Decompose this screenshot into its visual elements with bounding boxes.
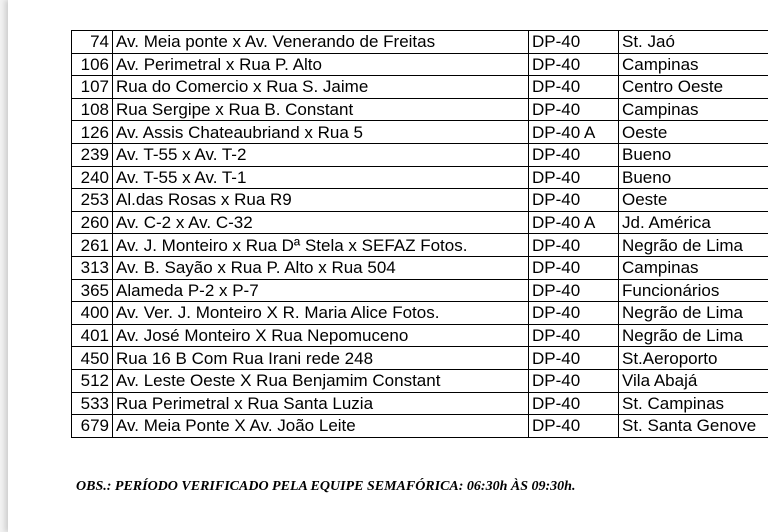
row-number-cell: 260 <box>72 211 113 234</box>
row-number-cell: 365 <box>72 279 113 302</box>
table-row <box>72 121 768 144</box>
type-cell: DP-40 <box>529 369 619 392</box>
location-cell: Av. José Monteiro X Rua Nepomuceno <box>113 324 529 347</box>
type-cell: DP-40 <box>529 143 619 166</box>
table-row <box>72 234 768 257</box>
row-number-cell: 240 <box>72 166 113 189</box>
type-cell: DP-40 <box>529 53 619 76</box>
document-page <box>8 0 768 532</box>
location-cell: Rua Sergipe x Rua B. Constant <box>113 98 529 121</box>
type-cell: DP-40 <box>529 76 619 99</box>
sector-cell: Centro Oeste <box>619 76 768 99</box>
sector-cell: Campinas <box>619 53 768 76</box>
sector-cell: Negrão de Lima <box>619 234 768 257</box>
row-number-cell: 679 <box>72 415 113 438</box>
table-row <box>72 392 768 415</box>
row-number-cell: 106 <box>72 53 113 76</box>
row-number-cell: 313 <box>72 256 113 279</box>
sector-cell: Jd. América <box>619 211 768 234</box>
type-cell: DP-40 <box>529 166 619 189</box>
type-cell: DP-40 <box>529 392 619 415</box>
row-number-cell: 107 <box>72 76 113 99</box>
location-cell: Alameda P-2 x P-7 <box>113 279 529 302</box>
type-cell: DP-40 <box>529 347 619 370</box>
row-number-cell: 400 <box>72 302 113 325</box>
table-row <box>72 256 768 279</box>
row-number-cell: 533 <box>72 392 113 415</box>
sector-cell: Bueno <box>619 166 768 189</box>
location-cell: Av. Meia Ponte X Av. João Leite <box>113 415 529 438</box>
type-cell: DP-40 A <box>529 211 619 234</box>
table-row <box>72 166 768 189</box>
row-number-cell: 126 <box>72 121 113 144</box>
sector-cell: Negrão de Lima <box>619 324 768 347</box>
location-cell: Rua do Comercio x Rua S. Jaime <box>113 76 529 99</box>
row-number-cell: 512 <box>72 369 113 392</box>
location-cell: Av. C-2 x Av. C-32 <box>113 211 529 234</box>
table-row <box>72 279 768 302</box>
location-cell: Av. Ver. J. Monteiro X R. Maria Alice Fotos. <box>113 302 529 325</box>
type-cell: DP-40 <box>529 98 619 121</box>
sector-cell: Bueno <box>619 143 768 166</box>
locations-table <box>71 30 768 438</box>
row-number-cell: 253 <box>72 189 113 212</box>
table-row <box>72 31 768 54</box>
sector-cell: Negrão de Lima <box>619 302 768 325</box>
row-number-cell: 401 <box>72 324 113 347</box>
row-number-cell: 74 <box>72 31 113 54</box>
table-body <box>72 31 768 438</box>
type-cell: DP-40 <box>529 302 619 325</box>
table-row <box>72 53 768 76</box>
sector-cell: Campinas <box>619 256 768 279</box>
sector-cell: St.Aeroporto <box>619 347 768 370</box>
sector-cell: St. Jaó <box>619 31 768 54</box>
table-row <box>72 302 768 325</box>
type-cell: DP-40 <box>529 234 619 257</box>
sector-cell: Campinas <box>619 98 768 121</box>
table-row <box>72 143 768 166</box>
sector-cell: Funcionários <box>619 279 768 302</box>
row-number-cell: 239 <box>72 143 113 166</box>
sector-cell: Oeste <box>619 121 768 144</box>
table-row <box>72 76 768 99</box>
location-cell: Av. Assis Chateaubriand x Rua 5 <box>113 121 529 144</box>
location-cell: Av. J. Monteiro x Rua Dª Stela x SEFAZ Fotos. <box>113 234 529 257</box>
location-cell: Av. Perimetral x Rua P. Alto <box>113 53 529 76</box>
location-cell: Av. Leste Oeste X Rua Benjamim Constant <box>113 369 529 392</box>
type-cell: DP-40 <box>529 31 619 54</box>
table-row <box>72 324 768 347</box>
location-cell: Rua 16 B Com Rua Irani rede 248 <box>113 347 529 370</box>
location-cell: Al.das Rosas x Rua R9 <box>113 189 529 212</box>
sector-cell: Oeste <box>619 189 768 212</box>
table-row <box>72 347 768 370</box>
sector-cell: St. Campinas <box>619 392 768 415</box>
type-cell: DP-40 <box>529 324 619 347</box>
location-cell: Av. B. Sayão x Rua P. Alto x Rua 504 <box>113 256 529 279</box>
type-cell: DP-40 A <box>529 121 619 144</box>
type-cell: DP-40 <box>529 415 619 438</box>
table-row <box>72 369 768 392</box>
row-number-cell: 261 <box>72 234 113 257</box>
sector-cell: Vila Abajá <box>619 369 768 392</box>
table-row <box>72 98 768 121</box>
location-cell: Av. Meia ponte x Av. Venerando de Freitas <box>113 31 529 54</box>
type-cell: DP-40 <box>529 256 619 279</box>
row-number-cell: 450 <box>72 347 113 370</box>
type-cell: DP-40 <box>529 279 619 302</box>
sector-cell: St. Santa Genove <box>619 415 768 438</box>
row-number-cell: 108 <box>72 98 113 121</box>
location-cell: Av. T-55 x Av. T-2 <box>113 143 529 166</box>
location-cell: Rua Perimetral x Rua Santa Luzia <box>113 392 529 415</box>
table-row <box>72 189 768 212</box>
location-cell: Av. T-55 x Av. T-1 <box>113 166 529 189</box>
table-row <box>72 415 768 438</box>
type-cell: DP-40 <box>529 189 619 212</box>
table-row <box>72 211 768 234</box>
observation-note: OBS.: PERÍODO VERIFICADO PELA EQUIPE SEMAFÓRICA: 06:30h ÀS 09:30h. <box>76 479 576 494</box>
